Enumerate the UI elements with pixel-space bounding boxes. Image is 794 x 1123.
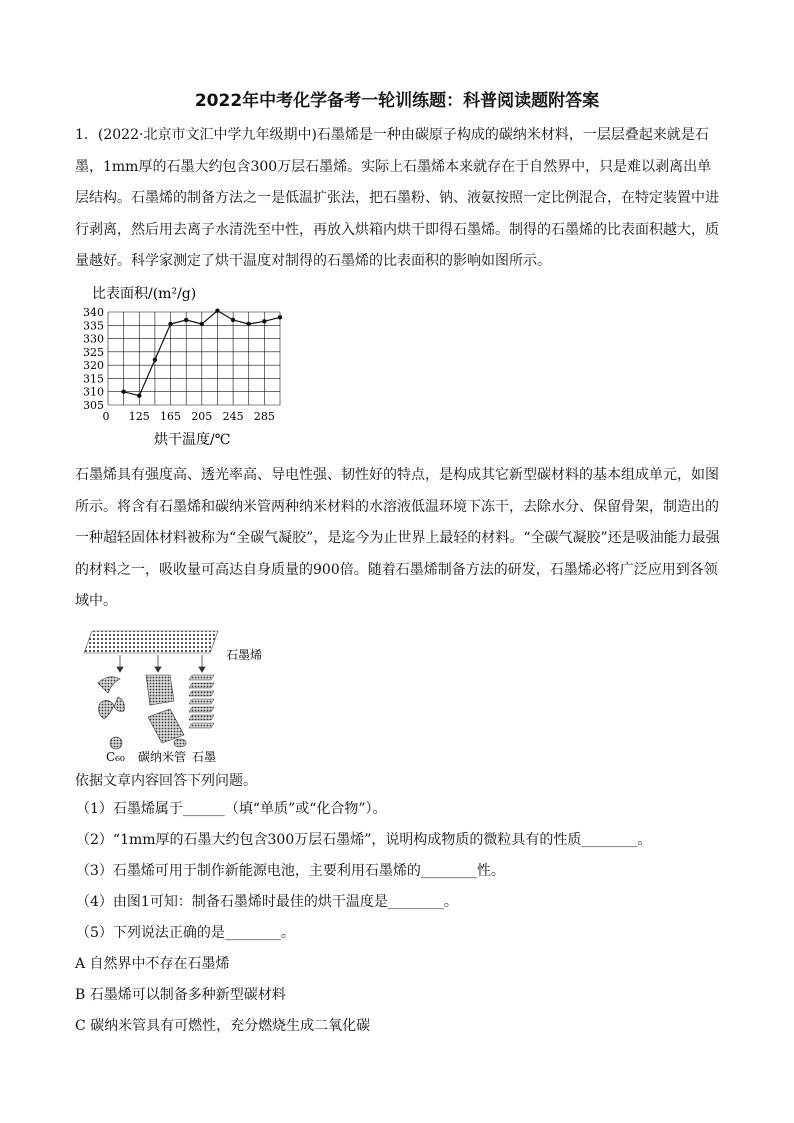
x-axis-label: 烘干温度/℃ [154,432,231,448]
y-tick-label: 305 [83,399,104,412]
questions-intro: 依据文章内容回答下列问题。 [75,773,257,789]
y-tick-label: 320 [83,359,104,373]
c60-fragments [98,677,124,749]
question-4: （4）由图1可知：制备石墨烯时最佳的烘干温度是________。 [76,894,458,910]
data-point [200,322,204,326]
data-point [247,322,251,326]
y-tick-label: 330 [83,332,104,346]
x-tick-label: 285 [253,410,275,423]
arrows [117,655,205,672]
questions-section [75,768,725,1042]
x-tick-labels [103,410,275,423]
x-tick-label: 125 [128,410,150,423]
graphite-label: 石墨 [192,750,217,764]
y-tick-label: 310 [83,385,104,399]
question-1: （1）石墨烯属于______（填“单质”或“化合物”）。 [76,801,387,817]
option-a: A 自然界中不存在石墨烯 [75,956,230,972]
graphite-layers [189,675,214,728]
nanotube-label: 碳纳米管 [138,750,187,764]
x-tick-label: 0 [102,410,110,423]
question-1-passage: 1．(2022·北京市文汇中学九年级期中)石墨烯是一种由碳原子构成的碳纳米材料，一层层叠起来就是石墨，1mm厚的石墨大约包含300万层石墨烯。实际上石墨烯本来就存在于自然界中，只是难以剥离出单层结构。石墨烯的制备方法之一是低温扩张法，把石墨粉、钠、液氨按照一定比例混合，在特定装置中进行剥离，然后用去离子水清洗至中性，再放入烘箱内烘干即得石墨烯。制得的石墨烯的比表面积越大，质量越好。科学家测定了烘干温度对制得的石墨烯的比表面积的影响如图所示。 [75,127,719,269]
nanotube-shapes [146,675,186,747]
data-point [278,315,282,319]
question-5: （5）下列说法正确的是________。 [76,925,295,941]
question-2: （2）“1mm厚的石墨大约包含300万层石墨烯”，说明构成物质的微粒具有的性质________。 [76,832,652,848]
option-b: B 石墨烯可以制备多种新型碳材料 [75,987,286,1003]
chart-grid [108,312,280,405]
y-axis-label: 比表面积/(m²/g) [92,286,197,302]
y-tick-label: 325 [83,345,104,359]
data-point [121,390,125,394]
data-point [184,318,188,322]
data-point [215,308,219,312]
figure-2-carbon-materials [80,625,280,765]
x-tick-label: 245 [222,410,244,423]
passage-paragraph-2: 石墨烯具有强度高、透光率高、导电性强、韧性好的特点，是构成其它新型碳材料的基本组成单元，如图所示。将含有石墨烯和碳纳米管两种纳米材料的水溶液低温环境下冻干，去除水分、保留骨架，制造出的一种超轻固体材料被称为“全碳气凝胶”，是迄今为止世界上最轻的材料。“全碳气凝胶”还是吸油能力最强的材料之一，吸收量可高达自身质量的900倍。随着石墨烯制备方法的研发，石墨烯必将广泛应用到各领域中。 [75,467,720,609]
y-tick-label: 315 [83,372,104,386]
option-c: C 碳纳米管具有可燃性，充分燃烧生成二氧化碳 [75,1018,371,1034]
data-point [153,358,157,362]
y-tick-labels [83,306,104,412]
y-tick-label: 340 [83,306,104,319]
data-point [137,394,141,398]
figure-1-chart [70,280,290,450]
x-tick-label: 205 [191,410,213,423]
data-point [262,319,266,323]
y-tick-label: 335 [83,319,104,333]
question-3: （3）石墨烯可用于制作新能源电池，主要利用石墨烯的________性。 [76,863,505,879]
page-title: 2022年中考化学备考一轮训练题：科普阅读题附答案 [194,91,600,111]
x-tick-label: 165 [160,410,182,423]
c60-label: C₆₀ [106,750,125,764]
data-point [168,322,172,326]
graphene-label: 石墨烯 [226,648,263,662]
graphene-sheet [84,631,218,653]
data-point [231,318,235,322]
